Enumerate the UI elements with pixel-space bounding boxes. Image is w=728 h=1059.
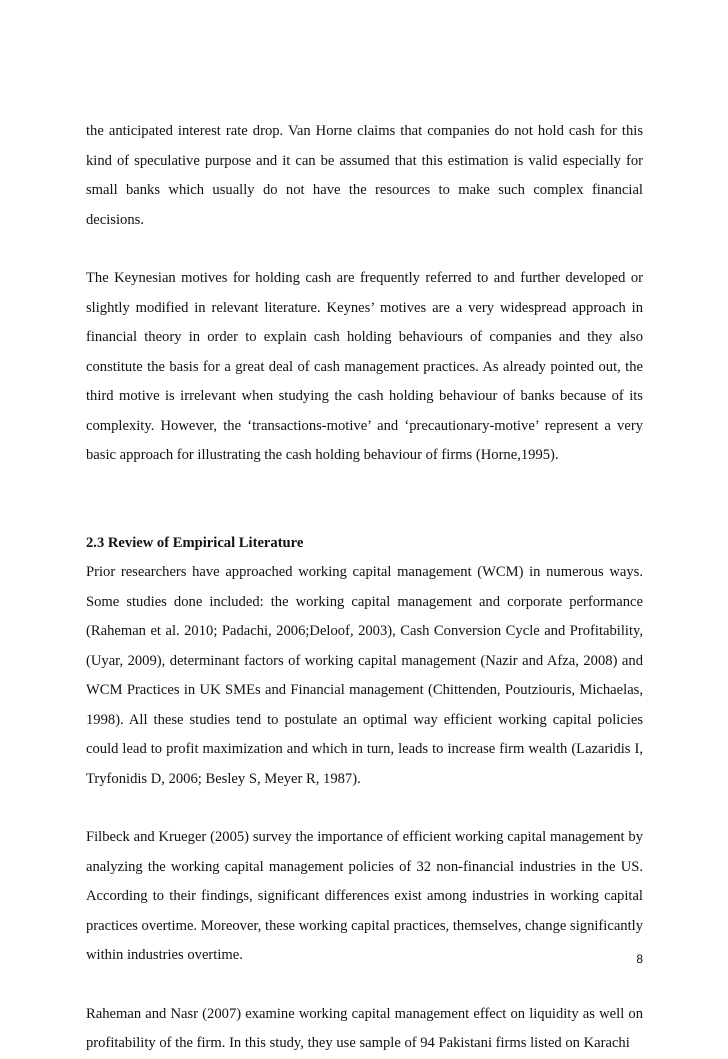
paragraph-prior-research: Prior researchers have approached working capital management (WCM) in numerous ways. Some studies done included: the working capital management and corporate performance (Raheman et al. 2010; Padachi, 2006;Deloof, 2003), Cash Conversion Cycle and Profitability, (Uyar, 2009), determinant factors of working capital management (Nazir and Afza, 2008) and WCM Practices in UK SMEs and Financial management (Chittenden, Poutziouris, Michaelas, 1998). All these studies tend to postulate an optimal way efficient working capital policies could lead to profit maximization and which in turn, leads to increase firm wealth (Lazaridis I, Tryfonidis D, 2006; Besley S, Meyer R, 1987). xyxy=(86,564,643,787)
page-number: 8 xyxy=(636,952,643,966)
paragraph-keynesian-motives: The Keynesian motives for holding cash are frequently referred to and further developed or slightly modified in relevant literature. Keynes’ motives are a very widespread approach in financial theory in order to explain cash holding behaviours of companies and they also constitute the basis for a great deal of cash management practices. As already pointed out, the third motive is irrelevant when studying the cash holding behaviour of banks because of its complexity. However, the ‘transactions-motive’ and ‘precautionary-motive’ represent a very basic approach for illustrating the cash holding behaviour of firms (Horne,1995). xyxy=(86,270,643,463)
paragraph-filbeck-krueger: Filbeck and Krueger (2005) survey the importance of efficient working capital management by analyzing the working capital management policies of 32 non-financial industries in the US. According to their findings, significant differences exist among industries in working capital practices overtime. Moreover, these working capital practices, themselves, change significantly within industries overtime. xyxy=(86,829,643,963)
section-spacer xyxy=(86,500,643,529)
paragraph-speculative-motive: the anticipated interest rate drop. Van Horne claims that companies do not hold cash for this kind of speculative purpose and it can be assumed that this estimation is valid especially for small banks which usually do not have the resources to make such complex financial decisions. xyxy=(86,123,643,228)
paragraph-raheman-nasr: Raheman and Nasr (2007) examine working capital management effect on liquidity as well on profitability of the firm. In this study, they use sample of 94 Pakistani firms listed on Karachi xyxy=(86,1005,643,1051)
section-heading: 2.3 Review of Empirical Literature xyxy=(86,534,304,551)
